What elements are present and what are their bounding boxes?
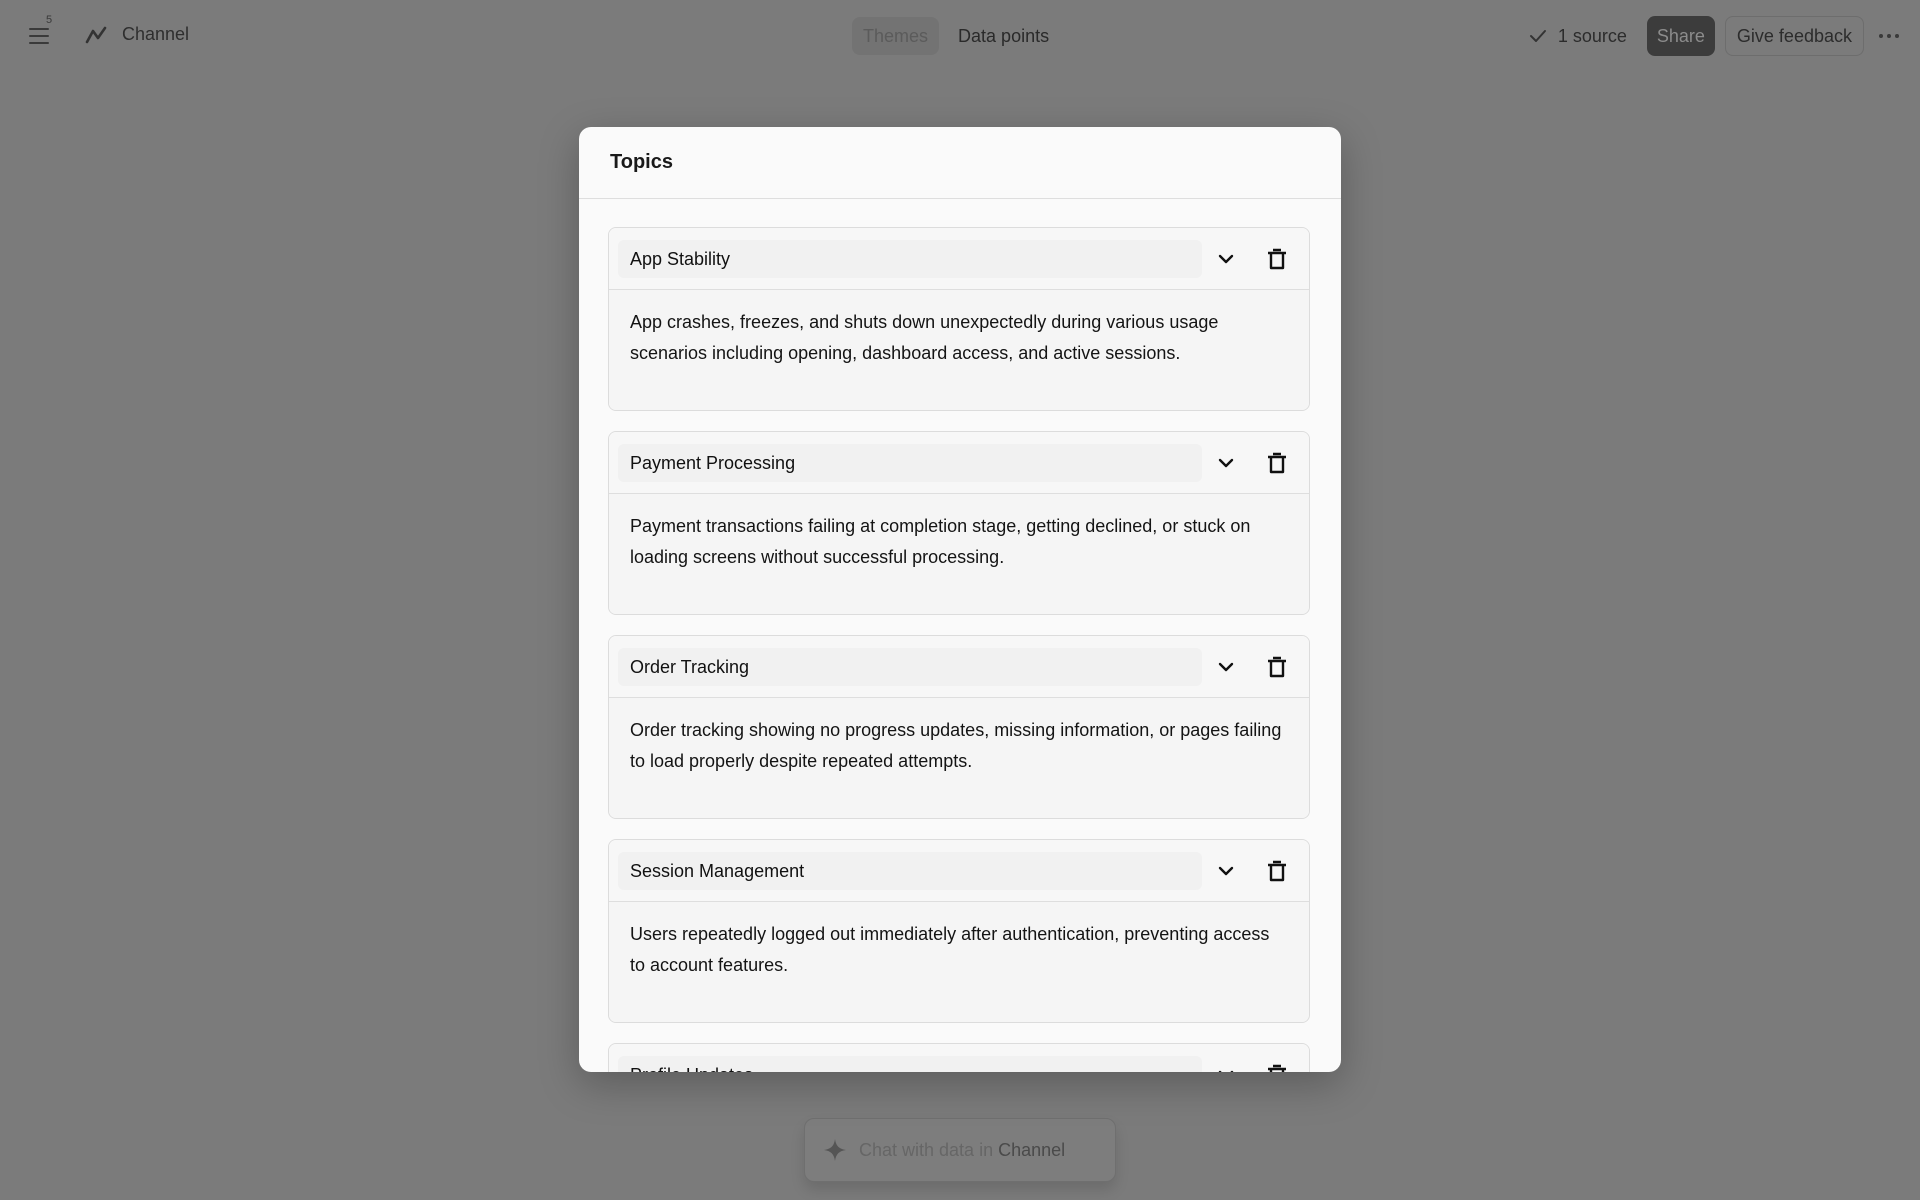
sparkle-icon [823, 1138, 847, 1162]
trash-icon[interactable] [1264, 1062, 1290, 1072]
trash-icon[interactable] [1264, 858, 1290, 884]
source-indicator[interactable] [1518, 26, 1637, 47]
menu-badge: 5 [46, 14, 53, 26]
view-tabs [852, 17, 1060, 55]
tab-data-points[interactable]: Data points [958, 26, 1050, 46]
topic-description-input[interactable] [609, 902, 1309, 1023]
tab-themes[interactable]: Themes [852, 17, 939, 55]
topic-description-input[interactable] [609, 698, 1309, 819]
chevron-down-icon[interactable] [1214, 655, 1238, 679]
topic-description-input[interactable] [609, 494, 1309, 615]
topic-name-input[interactable] [618, 852, 1202, 890]
chat-input-bar[interactable] [804, 1118, 1116, 1182]
trash-icon[interactable] [1264, 246, 1290, 272]
trend-line-icon [84, 24, 108, 46]
topic-name-input[interactable] [618, 648, 1202, 686]
chat-placeholder: Chat with data in Channel [859, 1139, 1066, 1160]
give-feedback-button[interactable]: Give feedback [1725, 16, 1864, 56]
topic-card [608, 431, 1310, 615]
app-name: Channel [122, 24, 190, 44]
topic-description-input[interactable] [609, 290, 1309, 411]
chevron-down-icon[interactable] [1214, 1063, 1238, 1072]
topic-name-input[interactable] [618, 240, 1202, 278]
check-icon [1528, 26, 1548, 46]
top-bar [0, 0, 1920, 70]
chat-target: Channel [998, 1139, 1066, 1160]
topics-modal [579, 127, 1341, 1072]
topic-name-input[interactable] [618, 444, 1202, 482]
source-label: 1 source [1557, 25, 1627, 46]
topic-card [608, 839, 1310, 1023]
topic-card [608, 227, 1310, 411]
modal-header [579, 127, 1341, 199]
trash-icon[interactable] [1264, 654, 1290, 680]
topic-name-input[interactable] [618, 1056, 1202, 1072]
trash-icon[interactable] [1264, 450, 1290, 476]
modal-title: Topics [610, 151, 673, 173]
share-button[interactable]: Share [1647, 16, 1715, 56]
topic-card [608, 635, 1310, 819]
menu-icon[interactable] [26, 22, 56, 50]
header-actions [1518, 15, 1904, 57]
topic-card [608, 1043, 1310, 1072]
chevron-down-icon[interactable] [1214, 451, 1238, 475]
topics-list [608, 227, 1312, 1072]
chevron-down-icon[interactable] [1214, 247, 1238, 271]
chevron-down-icon[interactable] [1214, 859, 1238, 883]
more-options-icon[interactable] [1874, 17, 1904, 55]
